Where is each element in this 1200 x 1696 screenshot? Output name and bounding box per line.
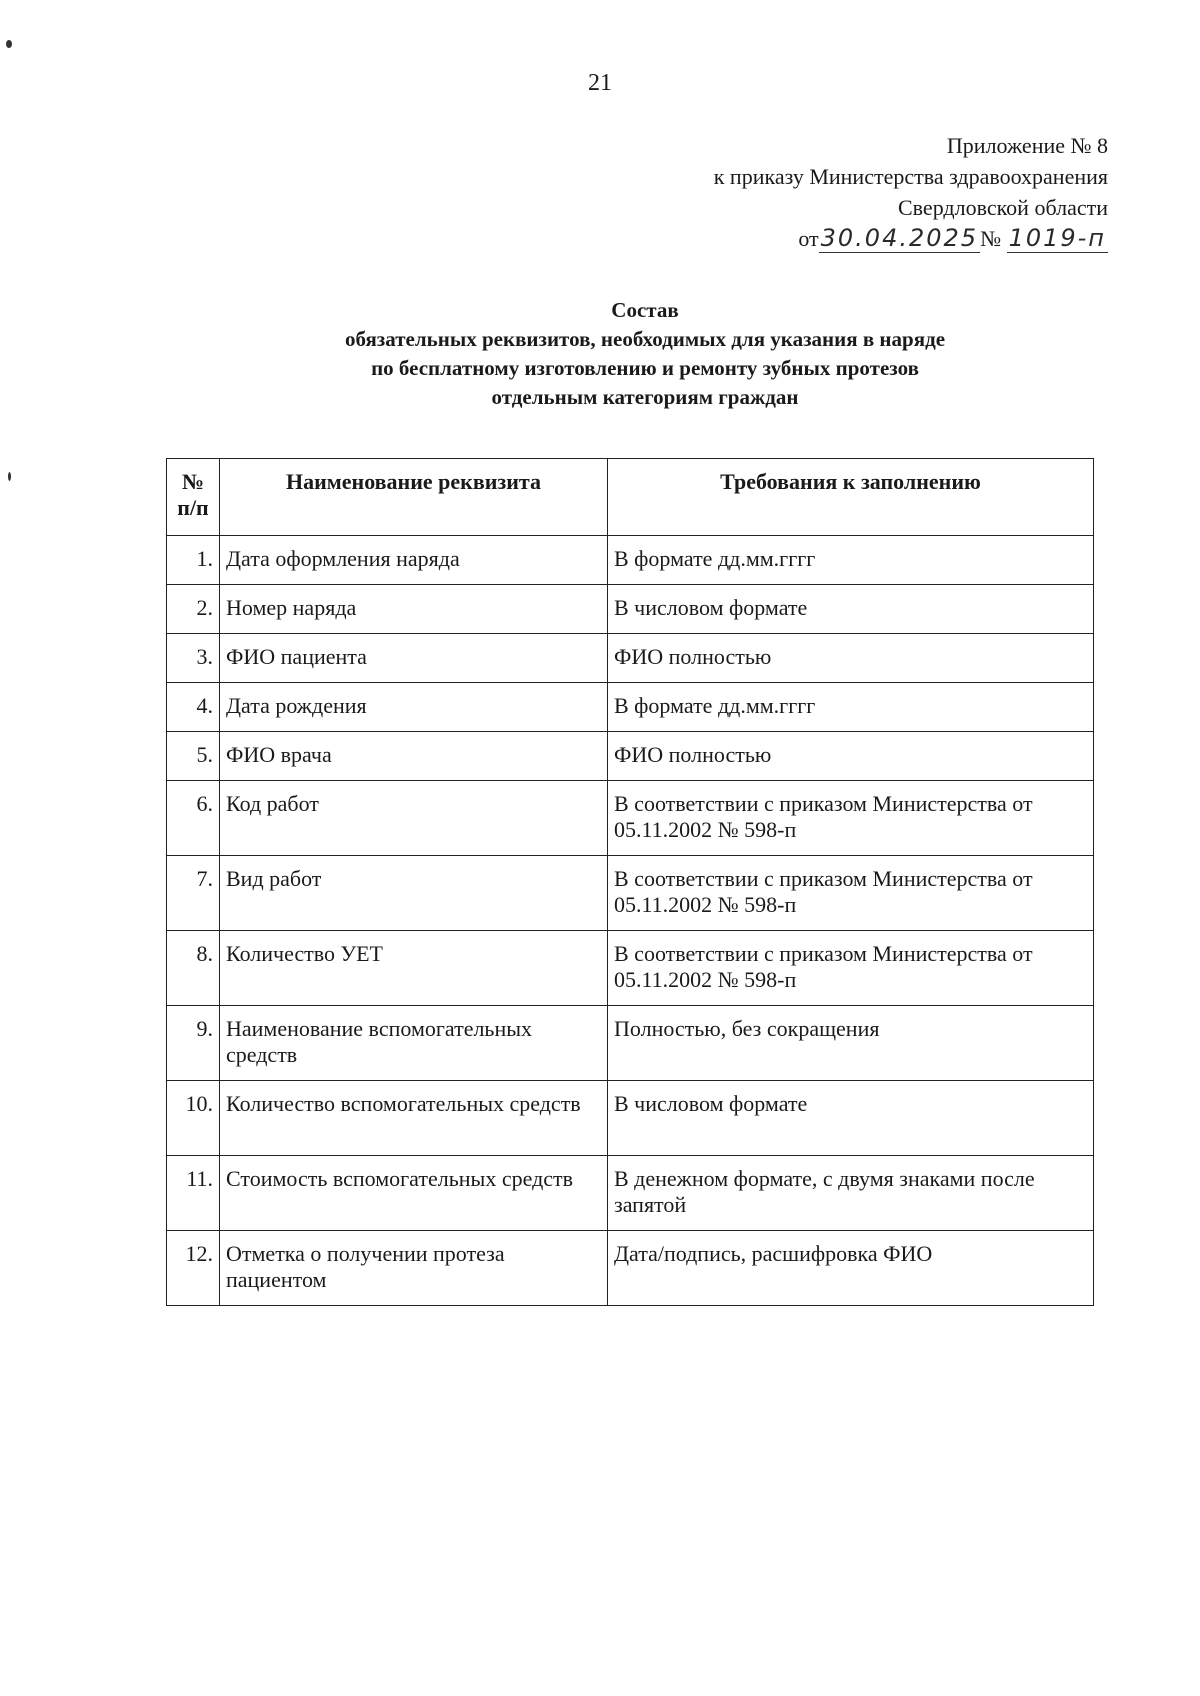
table-row [167, 856, 1094, 931]
row-requirement: ФИО полностью [608, 732, 1094, 781]
row-number: 4. [167, 683, 220, 732]
table-row [167, 732, 1094, 781]
row-requirement: В денежном формате, с двумя знаками после запятой [608, 1156, 1094, 1231]
row-requirement: В числовом формате [608, 1081, 1094, 1156]
row-requirement: Полностью, без сокращения [608, 1006, 1094, 1081]
table-row [167, 1156, 1094, 1231]
header-requirement: Требования к заполнению [608, 459, 1094, 536]
table-row [167, 683, 1094, 732]
table-row [167, 1231, 1094, 1306]
header-number [167, 459, 220, 536]
requisites-table [166, 458, 1094, 1306]
handwritten-number: 1019-п [1008, 224, 1106, 252]
row-name: Вид работ [220, 856, 608, 931]
row-number: 3. [167, 634, 220, 683]
row-number: 5. [167, 732, 220, 781]
row-name: Номер наряда [220, 585, 608, 634]
row-name: Отметка о получении протеза пациентом [220, 1231, 608, 1306]
header-number-line-2: п/п [177, 495, 209, 520]
table-row [167, 1081, 1094, 1156]
title-line-4: отдельным категориям граждан [491, 385, 799, 409]
row-requirement: В соответствии с приказом Министерства от 05.11.2002 № 598-п [608, 856, 1094, 931]
header-name: Наименование реквизита [220, 459, 608, 536]
row-requirement: В соответствии с приказом Министерства от 05.11.2002 № 598-п [608, 781, 1094, 856]
row-number: 7. [167, 856, 220, 931]
table-row [167, 536, 1094, 585]
document-title [0, 296, 1200, 412]
title-line-1: Состав [611, 298, 679, 322]
row-name: Стоимость вспомогательных средств [220, 1156, 608, 1231]
row-requirement: Дата/подпись, расшифровка ФИО [608, 1231, 1094, 1306]
handwritten-date: 30.04.2025 [820, 224, 979, 252]
date-prefix: от [798, 226, 819, 251]
row-number: 8. [167, 931, 220, 1006]
row-number: 6. [167, 781, 220, 856]
scan-speck [8, 472, 11, 481]
scan-speck [6, 40, 12, 48]
row-requirement: В формате дд.мм.гггг [608, 683, 1094, 732]
row-requirement: В соответствии с приказом Министерства от 05.11.2002 № 598-п [608, 931, 1094, 1006]
row-requirement: В формате дд.мм.гггг [608, 536, 1094, 585]
appendix-line-3: Свердловской области [898, 195, 1108, 220]
row-requirement: В числовом формате [608, 585, 1094, 634]
appendix-line-1: Приложение № 8 [946, 133, 1108, 158]
appendix-line-2: к приказу Министерства здравоохранения [713, 164, 1108, 189]
row-name: Дата оформления наряда [220, 536, 608, 585]
row-name: Код работ [220, 781, 608, 856]
row-number: 1. [167, 536, 220, 585]
row-name: ФИО пациента [220, 634, 608, 683]
row-name: Дата рождения [220, 683, 608, 732]
row-requirement: ФИО полностью [608, 634, 1094, 683]
table-row [167, 1006, 1094, 1081]
row-name: Количество УЕТ [220, 931, 608, 1006]
row-number: 10. [167, 1081, 220, 1156]
table-row [167, 931, 1094, 1006]
page-number: 21 [588, 70, 612, 96]
title-line-2: обязательных реквизитов, необходимых для указания в наряде [344, 327, 946, 351]
row-number: 11. [167, 1156, 220, 1231]
number-prefix: № [980, 226, 1002, 251]
row-number: 2. [167, 585, 220, 634]
table-header-row [167, 459, 1094, 536]
table-row [167, 585, 1094, 634]
order-date-number-line [714, 223, 1108, 254]
row-number: 9. [167, 1006, 220, 1081]
row-name: ФИО врача [220, 732, 608, 781]
title-line-3: по бесплатному изготовлению и ремонту зубных протезов [371, 356, 919, 380]
row-number: 12. [167, 1231, 220, 1306]
row-name: Наименование вспомогательных средств [220, 1006, 608, 1081]
table-row [167, 781, 1094, 856]
header-number-line-1: № [181, 469, 205, 494]
table-row [167, 634, 1094, 683]
row-name: Количество вспомогательных средств [220, 1081, 608, 1156]
appendix-header [714, 130, 1108, 254]
